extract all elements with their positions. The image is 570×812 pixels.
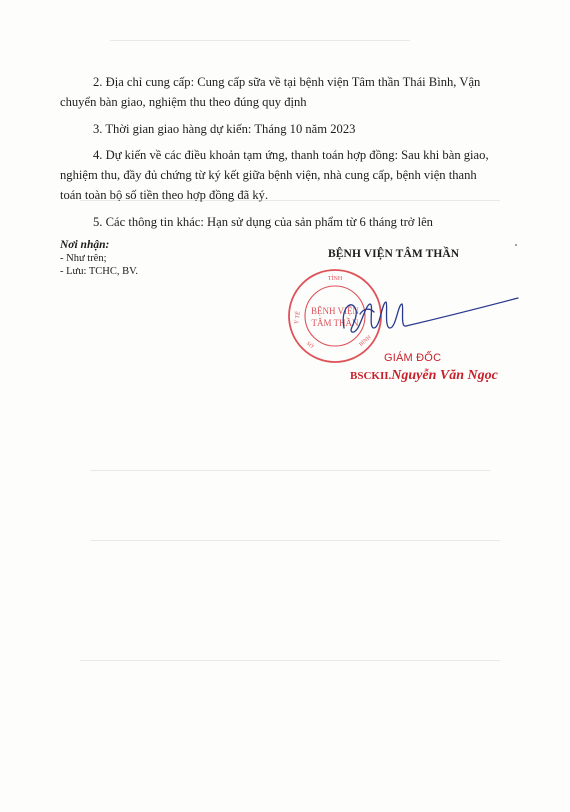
handwritten-signature (330, 288, 520, 348)
organization-name: BỆNH VIỆN TÂM THẦN (328, 248, 460, 260)
svg-text:SỞ: SỞ (305, 340, 315, 350)
show-through-line (80, 660, 500, 661)
signer-degree: BSCKII. (350, 370, 392, 382)
show-through-line (90, 540, 500, 541)
signer-line (350, 368, 498, 384)
seal-center-line-2: TÂM THẦN (311, 318, 359, 328)
recipients-title: Nơi nhận: (60, 239, 110, 251)
show-through-line (110, 40, 410, 41)
item-2-line-2: chuyển bàn giao, nghiệm thu theo đúng quy định (60, 95, 307, 109)
show-through-line (90, 470, 490, 471)
seal-center-line-1: BỆNH VIỆN (310, 306, 360, 316)
item-3: 3. Thời gian giao hàng dự kiến: Tháng 10 năm 2023 (93, 122, 356, 136)
signer-role: GIÁM ĐỐC (384, 352, 442, 364)
speck (515, 244, 517, 246)
svg-text:Y TẾ: Y TẾ (293, 310, 303, 325)
signer-name: Nguyễn Văn Ngọc (391, 368, 498, 383)
item-4-line-1: 4. Dự kiến về các điều khoản tạm ứng, thanh toán hợp đồng: Sau khi bàn giao, (93, 148, 489, 162)
svg-text:BÌNH: BÌNH (358, 334, 373, 348)
item-2-line-1: 2. Địa chỉ cung cấp: Cung cấp sữa về tại bệnh viện Tâm thần Thái Bình, Vận (93, 75, 481, 89)
recipient-item: - Như trên; (60, 253, 107, 264)
item-4-line-3: toán toàn bộ số tiền theo hợp đồng đã ký. (60, 188, 269, 202)
item-4-line-2: nghiệm thu, đầy đủ chứng từ ký kết giữa bệnh viện, nhà cung cấp, bệnh viện thanh (60, 168, 477, 182)
svg-text:TỈNH: TỈNH (327, 276, 343, 282)
recipient-item: - Lưu: TCHC, BV. (60, 266, 138, 277)
item-5: 5. Các thông tin khác: Hạn sử dụng của sản phẩm từ 6 tháng trở lên (93, 215, 433, 229)
recipients-block (60, 239, 138, 278)
